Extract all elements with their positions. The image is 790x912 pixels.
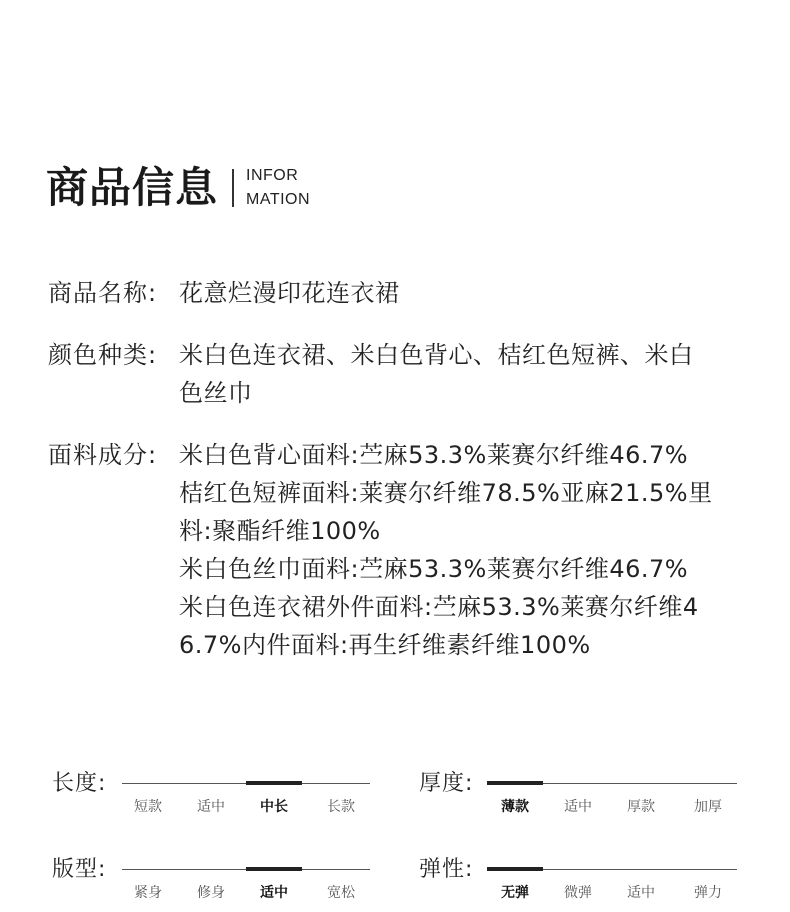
color-row (48, 336, 758, 412)
product-name-label: 商品名称: (48, 279, 158, 307)
option-label: 加厚 (694, 799, 722, 815)
option-label: 中长 (260, 799, 288, 815)
fabric-line: 料:聚酯纤维100% (179, 517, 381, 545)
color-value (179, 336, 758, 412)
scale-indicator (487, 781, 543, 785)
fabric-line: 米白色丝巾面料:苎麻53.3%莱赛尔纤维46.7% (179, 555, 689, 583)
option-label: 修身 (197, 885, 225, 901)
fabric-line: 米白色连衣裙外件面料:苎麻53.3%莱赛尔纤维4 (179, 593, 699, 621)
option-label: 适中 (627, 885, 655, 901)
scale-indicator (246, 781, 302, 785)
subtitle-line-2: MATION (246, 191, 311, 208)
option-label: 无弹 (501, 885, 529, 901)
scale-indicator (246, 867, 302, 871)
attr-label: 弹性: (419, 857, 474, 882)
option-label: 长款 (327, 799, 355, 815)
fabric-line: 米白色背心面料:苎麻53.3%莱赛尔纤维46.7% (179, 441, 689, 469)
title-divider (232, 169, 234, 207)
scale-indicator (487, 867, 543, 871)
color-line: 米白色连衣裙、米白色背心、桔红色短裤、米白 (179, 341, 694, 369)
option-label: 薄款 (501, 799, 529, 815)
section-subtitle (246, 164, 310, 212)
fabric-label: 面料成分: (48, 441, 158, 469)
color-label: 颜色种类: (48, 341, 158, 369)
option-label: 适中 (564, 799, 592, 815)
option-label: 短款 (134, 799, 162, 815)
attr-label: 版型: (52, 857, 107, 882)
option-label: 微弹 (564, 885, 592, 901)
section-title: 商品信息 (46, 163, 219, 212)
color-line: 色丝巾 (179, 379, 253, 407)
option-label: 紧身 (134, 885, 162, 901)
fabric-line: 桔红色短裤面料:莱赛尔纤维78.5%亚麻21.5%里 (179, 479, 713, 507)
option-label: 适中 (260, 885, 288, 901)
option-label: 适中 (197, 799, 225, 815)
attr-label: 厚度: (419, 771, 474, 796)
fabric-value (179, 436, 758, 664)
subtitle-line-1: INFOR (246, 167, 299, 184)
option-label: 弹力 (694, 885, 722, 901)
product-info (48, 274, 758, 664)
product-name-value: 花意烂漫印花连衣裙 (179, 279, 400, 307)
attr-label: 长度: (52, 771, 107, 796)
fabric-row (48, 436, 758, 664)
option-label: 厚款 (627, 799, 655, 815)
fabric-line: 6.7%内件面料:再生纤维素纤维100% (179, 631, 591, 659)
section-header (46, 160, 310, 216)
product-name-row (48, 274, 758, 312)
option-label: 宽松 (327, 885, 355, 901)
